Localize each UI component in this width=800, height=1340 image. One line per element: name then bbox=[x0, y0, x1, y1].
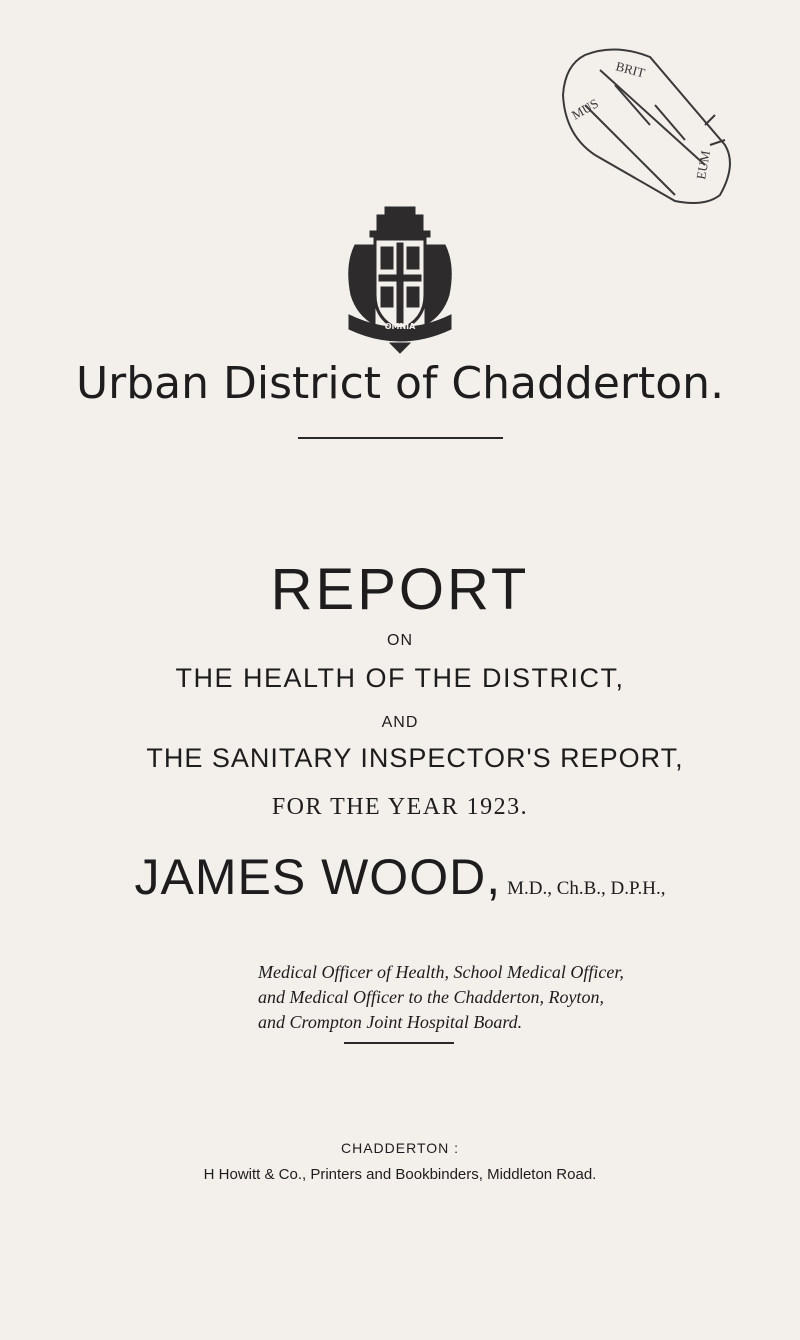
library-stamp bbox=[555, 45, 745, 215]
description-line: and Medical Officer to the Chadderton, Royton, bbox=[258, 987, 604, 1007]
divider bbox=[344, 1042, 454, 1044]
author-qualifications: M.D., Ch.B., D.P.H., bbox=[507, 878, 666, 899]
report-second-subject: THE SANITARY INSPECTOR'S REPORT, bbox=[146, 743, 684, 773]
report-and: AND bbox=[381, 714, 419, 731]
divider bbox=[298, 437, 503, 439]
svg-text:EUM: EUM bbox=[693, 149, 713, 181]
report-on: ON bbox=[387, 632, 413, 649]
report-period: FOR THE YEAR 1923. bbox=[271, 794, 529, 820]
description-line: Medical Officer of Health, School Medical Officer, bbox=[258, 962, 624, 982]
svg-text:MUS: MUS bbox=[569, 95, 601, 123]
crest-motto: OMNIA bbox=[384, 322, 416, 331]
crest-emblem bbox=[345, 205, 455, 355]
imprint-printer: H Howitt & Co., Printers and Bookbinders, Middleton Road. bbox=[203, 1166, 597, 1183]
author-description bbox=[258, 960, 758, 1035]
author-line bbox=[0, 848, 800, 906]
description-line: and Crompton Joint Hospital Board. bbox=[258, 1012, 523, 1032]
svg-text:BRIT: BRIT bbox=[614, 58, 647, 81]
page-title: Urban District of Chadderton. bbox=[75, 358, 725, 409]
report-subject: THE HEALTH OF THE DISTRICT, bbox=[175, 663, 625, 693]
author-name: JAMES WOOD, bbox=[134, 849, 502, 905]
report-title: REPORT bbox=[270, 557, 530, 622]
imprint-place: CHADDERTON : bbox=[340, 1140, 460, 1156]
